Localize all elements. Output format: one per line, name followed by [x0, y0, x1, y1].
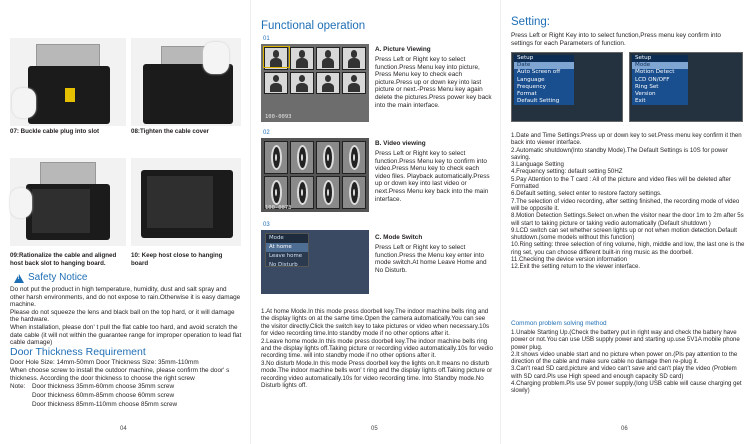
mode-menu — [265, 233, 309, 267]
thickness-note-label: Note: — [10, 383, 26, 390]
menu-version[interactable]: Version — [635, 91, 656, 98]
menu-frequency[interactable]: Frequency — [517, 83, 546, 90]
menu-default-setting[interactable]: Default Setting — [517, 98, 560, 105]
gloved-hand-image — [10, 188, 32, 218]
photo-thumbnail — [342, 47, 366, 70]
photo-thumbnail — [342, 72, 366, 95]
safety-text: Do not put the product in high temperature, humidity, dust and salt spray and other harsh environments, and do not expose to rain.Otherwise it is easy damage machine. Please do not squeeze the lens and black ball on the top hard, or it will damage the hardware. When installation, please don' t pull the flat cable too hard, and avoid scratch the date cable (it will not within the guarantee range for improper operation to lead flat cable damage) — [10, 286, 242, 347]
monitor-front-image — [141, 170, 233, 238]
video-thumbnail — [342, 141, 366, 174]
menu-lcd-on-off[interactable]: LCD ON/OFF — [635, 76, 670, 83]
photo-thumbnail — [290, 72, 314, 95]
section-b-text: Press Left or Right key to select function.Press Menu key to confirm into video.Press Menu key to check each video files. Playback automatically.Press up or down key into last video or next.Press Menu key back into the main interface. — [375, 150, 490, 203]
settings-text: 1.Date and Time Settings:Press up or down key to set.Press menu key confirm it then back into viewer interface. 2.Automatic shutdown(Into standby Mode).The Default Settings is 10S for power saving. 3.Language Setting 4.Frequency setting: default setting 50HZ 5.Pay Attention to the T card : All of the picture and video files will be deleted after Formatted 6.Default setting, select enter to restore factory settings. 7.The selection of video recording, after setting finished, the recording mode of video will be opposite it. 8.Motion Detection Settings.Select on.when the visitor near the door 1m to 2m after 5s will start to taking picture or taking vedio automatically (Default shutdown ) 9.LCD switch can set whether screen lights up or not when motion detection.Default shutdown.(some models without this function) 10.Ring setting: three selection of ring volume, high, middle and low, the last one is the ring set, you can choose different built-in ring music as the doorbell. 11.Checking the device version information 12.Exit the setting return to the viewer interface. — [511, 132, 745, 271]
setup-menu-left — [514, 55, 574, 105]
monitor-screen-image — [147, 176, 213, 228]
photo-host-board — [131, 158, 241, 246]
section-a-title: A. Picture Viewing — [375, 46, 431, 53]
monitor-screen-image — [32, 189, 90, 233]
problem-title: Common problem solving method — [511, 320, 607, 327]
selected-thumbnail-frame — [263, 46, 290, 68]
video-thumbnail — [316, 176, 340, 209]
mode-at-home[interactable]: At home — [266, 243, 308, 252]
section-c-text: Press Left or Right key to select function.Press the Menu key enter into mode switch.At home Leave Home and No Disturb. — [375, 244, 487, 274]
section-c-title: C. Mode Switch — [375, 234, 423, 241]
page-number: 04 — [120, 426, 127, 432]
page-05 — [250, 0, 500, 444]
page-04 — [0, 0, 250, 444]
thickness-note-1: Door thickness 35mm-60mm choose 35mm screw — [32, 383, 175, 390]
menu-exit[interactable]: Exit — [635, 98, 646, 105]
thickness-line2: When choose screw to install the outdoor machine, please confirm the door' s thickness. According the door thickness to choose the right screw — [10, 367, 230, 382]
page-06 — [500, 0, 750, 444]
photo-thumbnail — [264, 72, 288, 95]
video-viewing-screen — [261, 138, 369, 212]
menu-title: Setup — [514, 55, 574, 62]
thickness-title: Door Thickness Requirement — [10, 346, 146, 358]
settings-intro: Press Left or Right Key into to select function,Press menu key confirm into settings for each Parameters of function. — [511, 32, 721, 47]
video-thumbnail — [264, 141, 288, 174]
mode-screen — [261, 230, 369, 294]
menu-motion-detect[interactable]: Motion Detect — [635, 69, 675, 76]
page-number: 06 — [621, 426, 628, 432]
modes-text: 1.At home Mode.In this mode press doorbell key.The indoor machine bells ring and the display lights on at the same time.Open the camera automatically.You can see the visitor directly.Click the switch key to take pictures or video when necessary.10s for video recording time.Into standby mode if no other options after it. 2.Leave home mode.In this mode press doorbell key.The indoor machine bells ring and the display lights off.Taking picture or recording video automatically.10s for vedio recording time. will into standby mode if no other options after it. 3.No disturb Mode.In this mode Press doorbell key the lights on.It means no disturb mode.The indoor machine bells won' t ring and the display lights off.Taking picture or recording video automatically.10s for video recording time. Into Standby mode.No Disturb lights off. — [261, 308, 493, 390]
picture-counter: 100-0093 — [265, 114, 292, 120]
problem-text: 1.Unable Starting Up.(Check the battery put in right way and check the battery have power or not.You can use USB supply power and starting up.use 5V1A mobile phone power plug. 2.It shows video unable start and no picture when power on.(Pls pay attention to the direction of the cable and make sure cable no damage then re-plug it. 3.Can't read SD card.picture and video can't save and can't play the video (Problem with SD card.Pls use High speed and enough capacity SD card) 4.Charging problem.Pls use 5V power supply.(long USB cable will cause charging get slowly) — [511, 329, 742, 395]
hanging-plate-image — [40, 162, 96, 186]
photo3-caption: 09:Rationalize the cable and aligned host back slot to hanging board. — [10, 252, 117, 267]
photo-cable-cover — [131, 38, 241, 126]
menu-language[interactable]: Language — [517, 76, 545, 83]
menu-auto-screen-off[interactable]: Auto Screen off — [517, 69, 561, 76]
monitor-front-image — [26, 184, 110, 240]
video-counter: 100-0073 — [265, 205, 292, 211]
menu-title: Setup — [632, 55, 688, 62]
gloved-hand-image — [203, 42, 229, 74]
video-thumbnail — [290, 141, 314, 174]
gloved-hand-image — [12, 88, 36, 118]
video-thumbnail — [342, 176, 366, 209]
mode-no-disturb[interactable]: No Disturb — [269, 262, 298, 268]
video-thumbnail — [316, 141, 340, 174]
photo-cable-plug — [10, 38, 126, 126]
page-title: Functional operation — [261, 20, 366, 32]
mode-leave-home[interactable]: Leave home — [269, 253, 303, 259]
page-number: 05 — [371, 426, 378, 432]
mode-menu-title: Mode — [266, 234, 308, 243]
menu-ring-set[interactable]: Ring Set — [635, 83, 659, 90]
setup-screen-left — [511, 52, 623, 122]
menu-date[interactable]: Date — [514, 62, 574, 69]
photo2-caption: 08:Tighten the cable cover — [131, 128, 209, 135]
photo-thumbnail — [290, 47, 314, 70]
setup-screen-right — [629, 52, 743, 122]
photo-align-board — [10, 158, 126, 246]
section-a-number: 01 — [263, 36, 270, 42]
section-a-text: Press Left or Right key to select function.Press Menu key into picture, Press Menu key to check each picture.Press up or down key into last picture or next.-Press Menu key again delete the pictures.Press power key back into the main interface. — [375, 56, 492, 109]
menu-format[interactable]: Format — [517, 91, 537, 98]
photo1-caption: 07: Buckle cable plug into slot — [10, 128, 100, 135]
thickness-line1: Door Hole Size: 14mm-50mm Door Thickness Size: 35mm-110mm — [10, 359, 199, 366]
section-c-number: 03 — [263, 222, 270, 228]
warning-icon: ! — [14, 274, 24, 283]
video-thumbnail — [290, 176, 314, 209]
page-title: Setting: — [511, 16, 550, 28]
menu-mode[interactable]: Mode — [632, 62, 688, 69]
section-b-title: B. Video viewing — [375, 140, 426, 147]
safety-title: Safety Notice — [28, 272, 88, 283]
photo-thumbnail — [316, 72, 340, 95]
photo4-caption: 10: Keep host close to hanging board — [131, 252, 223, 267]
section-b-number: 02 — [263, 130, 270, 136]
photo-thumbnail — [316, 47, 340, 70]
thickness-note-2: Door thickness 60mm-85mm choose 60mm screw — [32, 392, 175, 399]
yellow-connector-image — [65, 88, 75, 102]
thickness-note-3: Door thickness 85mm-110mm choose 85mm screw — [32, 401, 178, 408]
setup-menu-right — [632, 55, 688, 105]
